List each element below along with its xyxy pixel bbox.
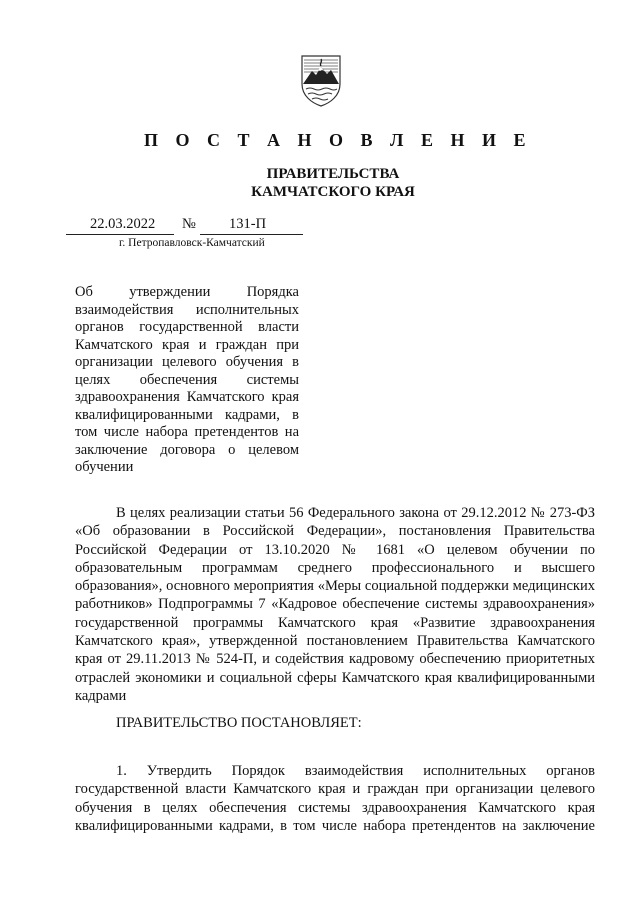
issue-city: г. Петропавловск-Камчатский xyxy=(119,237,265,249)
kamchatka-coat-of-arms-emblem xyxy=(300,54,342,108)
issuer-line-1: ПРАВИТЕЛЬСТВА xyxy=(266,166,400,182)
date-underline xyxy=(66,234,174,235)
resolves-heading: ПРАВИТЕЛЬСТВО ПОСТАНОВЛЯЕТ: xyxy=(116,715,362,731)
number-sign: № xyxy=(182,216,196,232)
subject-text: Об утверждении Порядка взаимодействия исполнительных органов государственной власти Камчатского края и граждан при организации целевого обучения в целях обеспечения системы здравоохранения Камчатского края квалифицированными кадрами, в том числе набора претендентов на заключение договора о целевом обучении xyxy=(75,284,299,475)
document-number: 131-П xyxy=(229,216,267,232)
issuer-block xyxy=(0,165,640,201)
document-type-title: П О С Т А Н О В Л Е Н И Е xyxy=(144,130,532,150)
item-1-paragraph: 1. Утвердить Порядок взаимодействия исполнительных органов государственной власти Камчатского края и граждан при организации целевого обучения в целях обеспечения системы здравоохранения Камчатского края квалифицированными кадрами, в том числе набора претендентов на заключение xyxy=(75,763,595,834)
document-date: 22.03.2022 xyxy=(90,216,156,232)
number-underline xyxy=(200,234,303,235)
issuer-line-2: КАМЧАТСКОГО КРАЯ xyxy=(251,184,415,200)
document-subject xyxy=(75,284,299,477)
preamble-paragraph: В целях реализации статьи 56 Федерального закона от 29.12.2012 № 273-ФЗ «Об образовании в Российской Федерации», постановления Правительства Российской Федерации от 13.10.2020 № 1681 «О целевом обучении по образовательным программам среднего профессионального и высшего образования», основного мероприятия «Меры социальной поддержки медицинских работников» Подпрограммы 7 «Кадровое обеспечение системы здравоохранения» государственной программы Камчатского края «Развитие здравоохранения Камчатского края», утвержденной постановлением Правительства Камчатского края от 29.11.2013 № 524-П, и содействия кадровому обеспечению приоритетных отраслей экономики и социальной сферы Камчатского края квалифицированными кадрами xyxy=(75,505,595,704)
